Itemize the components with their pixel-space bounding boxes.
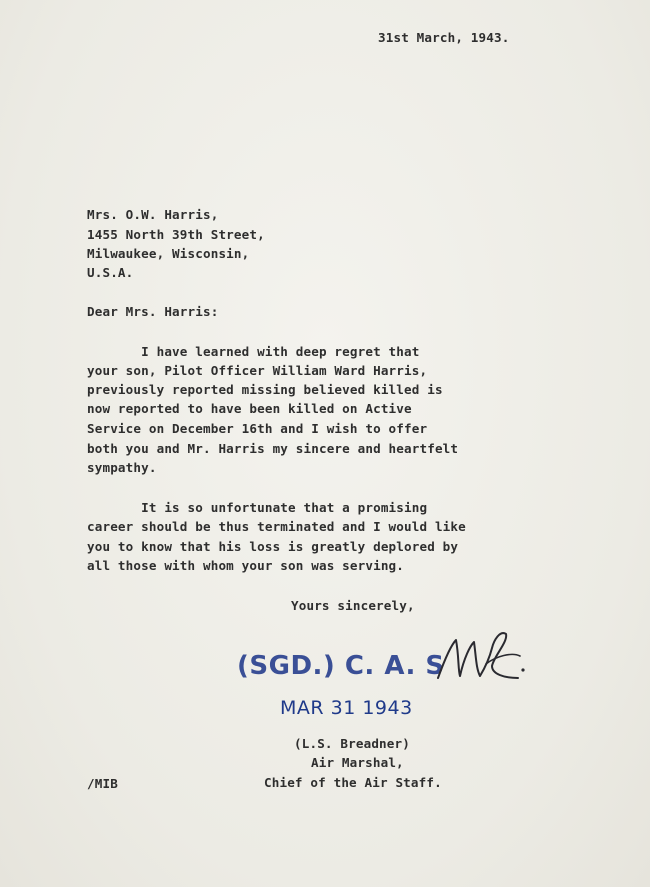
signed-stamp: (SGD.) C. A. S bbox=[237, 651, 445, 681]
paragraph-1-line: previously reported missing believed killed is bbox=[87, 382, 443, 397]
address-line-country: U.S.A. bbox=[87, 265, 134, 280]
address-line-street: 1455 North 39th Street, bbox=[87, 227, 265, 242]
paragraph-1-line: both you and Mr. Harris my sincere and heartfelt bbox=[87, 441, 459, 456]
address-line-city: Milwaukee, Wisconsin, bbox=[87, 246, 250, 261]
signatory-name: (L.S. Breadner) bbox=[294, 736, 410, 751]
date-stamp: MAR 31 1943 bbox=[280, 697, 413, 719]
handwritten-signature bbox=[432, 626, 527, 690]
paragraph-2-line: It is so unfortunate that a promising bbox=[87, 500, 428, 515]
paragraph-2-line: all those with whom your son was serving. bbox=[87, 558, 405, 573]
address-line-name: Mrs. O.W. Harris, bbox=[87, 207, 219, 222]
letter-date: 31st March, 1943. bbox=[378, 30, 510, 45]
paragraph-1-line: sympathy. bbox=[87, 460, 157, 475]
paragraph-1-line: Service on December 16th and I wish to offer bbox=[87, 421, 428, 436]
paragraph-1-line: your son, Pilot Officer William Ward Harris, bbox=[87, 363, 428, 378]
reference-initials: /MIB bbox=[87, 776, 118, 791]
paragraph-2-line: career should be thus terminated and I would like bbox=[87, 519, 466, 534]
signatory-title: Chief of the Air Staff. bbox=[264, 775, 442, 790]
paragraph-1-line: now reported to have been killed on Active bbox=[87, 401, 412, 416]
closing: Yours sincerely, bbox=[291, 598, 415, 613]
signatory-rank: Air Marshal, bbox=[311, 755, 404, 770]
salutation: Dear Mrs. Harris: bbox=[87, 304, 219, 319]
paragraph-1-line: I have learned with deep regret that bbox=[87, 344, 420, 359]
paragraph-2-line: you to know that his loss is greatly deplored by bbox=[87, 539, 459, 554]
